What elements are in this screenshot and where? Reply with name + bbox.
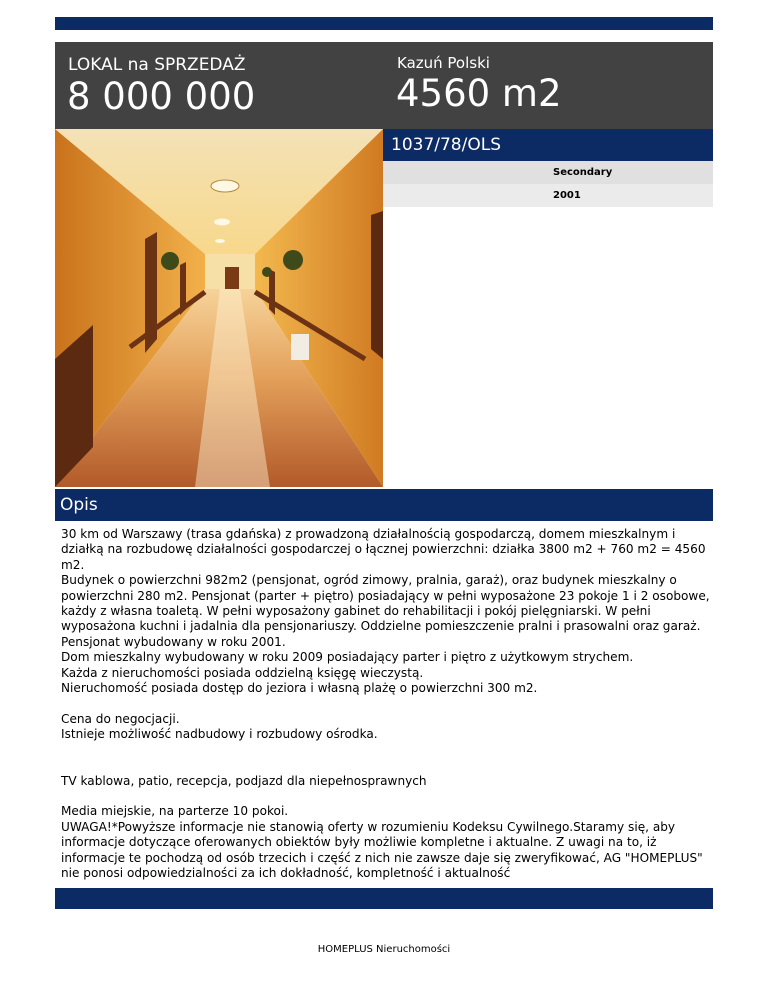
description-paragraph <box>61 758 711 773</box>
description-paragraph <box>61 696 711 711</box>
description-heading: Opis <box>60 495 98 515</box>
description-paragraph: Media miejskie, na parterze 10 pokoi. <box>61 804 289 819</box>
description-paragraph: Istnieje możliwość nadbudowy i rozbudowy ośrodka. <box>61 727 378 742</box>
footer-agency: HOMEPLUS Nieruchomości <box>317 944 451 955</box>
description-paragraph: 30 km od Warszawy (trasa gdańska) z prowadzoną działalnością gospodarczą, domem mieszkalnym i działką na rozbudowę działalności gospodarczej o łącznej powierzchni: działka 3800 m2 + 760 m2 = 4560 m2. <box>61 527 710 572</box>
listing-price: 8 000 000 <box>67 75 256 118</box>
description-paragraph: Nieruchomość posiada dostęp do jeziora i własną plażę o powierzchni 300 m2. <box>61 681 538 696</box>
listing-location: Kazuń Polski <box>397 54 490 72</box>
description-paragraph <box>61 789 711 804</box>
year-built-value: 2001 <box>383 184 713 207</box>
property-photo <box>55 129 383 487</box>
description-paragraph: Budynek o powierzchni 982m2 (pensjonat, ogród zimowy, pralnia, garaż), oraz budynek mieszkalny o powierzchni 280 m2. Pensjonat (parter + piętro) posiadający w pełni wyposażone 23 pokoje 1 i 2 osobowe, każdy z własna toaletą. W pełni wyposażony gabinet do rehabilitacji i pokój pielęgniarski. W pełni wyposażona kuchni i jadalnia dla pensjonariuszy. Oddzielne pomieszczenie pralni i prasowalni oraz garaż. <box>61 573 714 634</box>
description-paragraph: Każda z nieruchomości posiada oddzielną księgę wieczystą. <box>61 665 424 680</box>
details-panel <box>383 129 713 207</box>
description-text <box>61 527 714 881</box>
listing-reference: 1037/78/OLS <box>383 129 713 161</box>
top-accent-bar <box>55 17 713 30</box>
bottom-accent-bar <box>55 888 713 909</box>
description-paragraph: Cena do negocjacji. <box>61 711 180 726</box>
description-paragraph: UWAGA!*Powyższe informacje nie stanowią oferty w rozumieniu Kodeksu Cywilnego.Staramy się, aby informacje dotyczące oferowanych obiektów były możliwie kompletne i aktualne. Z uwagi na to, iż informacje te pochodzą od osób trzecich i część z nich nie zawsze daje się zweryfikować, AG "HOMEPLUS" nie ponosi odpowiedzialności za ich dokładność, kompletność i aktualność <box>61 819 707 880</box>
description-paragraph: Dom mieszkalny wybudowany w roku 2009 posiadający parter i piętro z użytkowym strychem. <box>61 650 634 665</box>
market-type-value: Secondary <box>383 161 713 184</box>
listing-header <box>55 42 713 129</box>
description-paragraph: Pensjonat wybudowany w roku 2001. <box>61 634 286 649</box>
listing-type-label: LOKAL na SPRZEDAŻ <box>68 55 246 75</box>
description-heading-bar <box>55 489 713 521</box>
description-paragraph <box>61 743 711 758</box>
listing-area: 4560 m2 <box>396 72 562 115</box>
description-paragraph: TV kablowa, patio, recepcja, podjazd dla niepełnosprawnych <box>61 773 427 788</box>
